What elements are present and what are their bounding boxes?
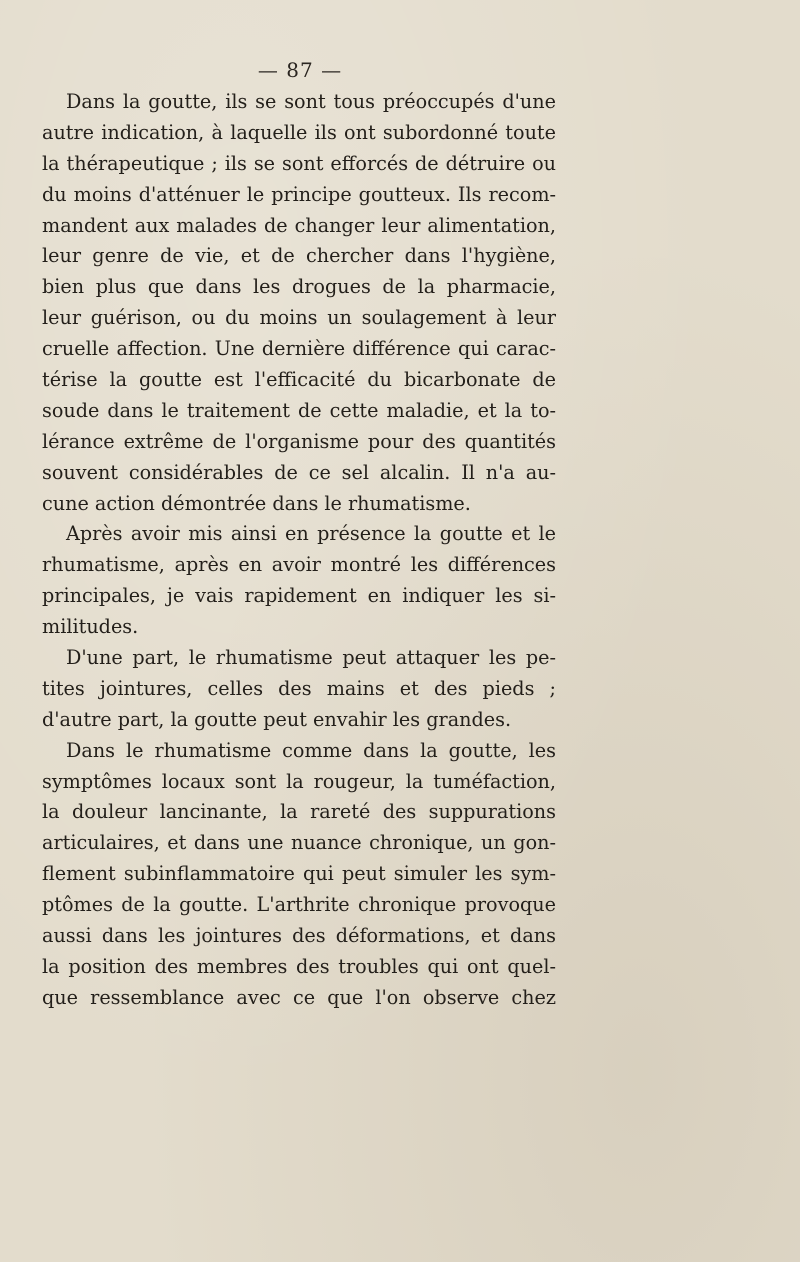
text-line: la douleur lancinante, la rareté des suppurations [42,800,556,824]
text-line: la thérapeutique ; ils se sont efforcés de détruire ou [42,151,556,175]
text-line: cune action démontrée dans le rhumatisme. [42,491,471,515]
text-line: flement subinflammatoire qui peut simuler les sym- [42,862,556,886]
text-line: militudes. [42,615,139,639]
text-line: aussi dans les jointures des déformations, et dans [42,924,556,948]
body-text [42,87,556,1014]
text-line: leur genre de vie, et de chercher dans l'hygiène, [42,244,556,268]
text-line: que ressemblance avec ce que l'on observe chez [42,985,556,1009]
text-line: symptômes locaux sont la rougeur, la tuméfaction, [42,769,556,793]
text-line: bien plus que dans les drogues de la pharmacie, [42,275,556,299]
text-line: leur guérison, ou du moins un soulagement à leur [42,306,556,330]
text-line: Après avoir mis ainsi en présence la goutte et le [66,522,556,546]
text-line: Dans le rhumatisme comme dans la goutte, les [66,738,556,762]
text-line: tites jointures, celles des mains et des pieds ; [42,676,556,700]
text-line: mandent aux malades de changer leur alimentation, [42,213,556,237]
text-line: rhumatisme, après en avoir montré les différences [42,553,556,577]
page-number: — 87 — [257,58,343,82]
text-line: lérance extrême de l'organisme pour des quantités [42,429,556,453]
text-line: ptômes de la goutte. L'arthrite chronique provoque [42,893,556,917]
text-line: d'autre part, la goutte peut envahir les grandes. [42,707,512,731]
text-line: cruelle affection. Une dernière différence qui carac- [42,337,556,361]
text-line: D'une part, le rhumatisme peut attaquer les pe- [66,646,556,670]
text-line: soude dans le traitement de cette maladie, et la to- [42,398,556,422]
text-line: la position des membres des troubles qui ont quel- [42,954,556,978]
text-line: autre indication, à laquelle ils ont subordonné toute [42,120,556,144]
text-line: térise la goutte est l'efficacité du bicarbonate de [42,368,556,392]
text-line: articulaires, et dans une nuance chronique, un gon- [42,831,556,855]
text-line: principales, je vais rapidement en indiquer les si- [42,584,556,608]
text-line: Dans la goutte, ils se sont tous préoccupés d'une [66,90,556,113]
text-line: souvent considérables de ce sel alcalin. Il n'a au- [42,460,556,484]
text-line: du moins d'atténuer le principe goutteux. Ils recom- [42,182,556,206]
